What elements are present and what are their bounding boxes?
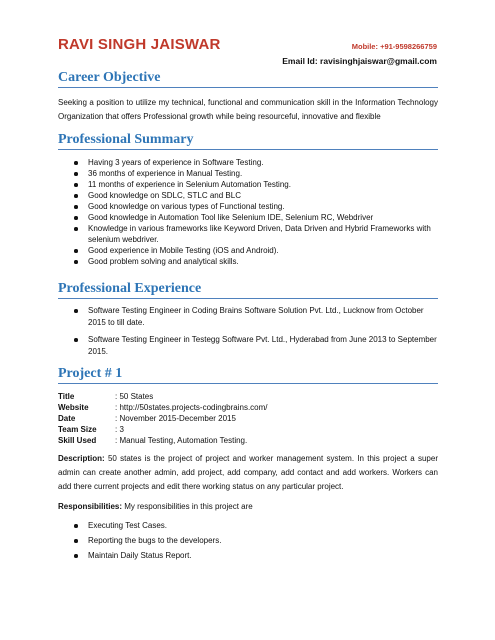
project-field-row: Skill Used : Manual Testing, Automation Testing. [58, 436, 248, 445]
list-item: Good knowledge in Automation Tool like Selenium IDE, Selenium RC, Webdriver [58, 212, 438, 223]
list-item: Maintain Daily Status Report. [58, 550, 438, 561]
bullet-icon [74, 205, 78, 209]
list-item: Reporting the bugs to the developers. [58, 535, 438, 546]
bullet-icon [74, 161, 78, 165]
professional-experience-heading: Professional Experience [58, 281, 438, 299]
professional-summary-heading: Professional Summary [58, 132, 438, 150]
experience-list [58, 305, 438, 363]
list-item: Good experience in Mobile Testing (iOS and Android). [58, 245, 438, 256]
project-responsibilities-intro: Responsibilities: My responsibilities in this project are [58, 502, 253, 511]
contact-block [282, 40, 437, 68]
project-description: Description: 50 states is the project of project and worker management system. In this project a super admin can create another admin, add project, add company, add contact and add workers. Workers can add there current projects and edit there working status on any particular project. [58, 454, 438, 491]
project-details [58, 391, 438, 446]
list-item: Knowledge in various frameworks like Keyword Driven, Data Driven and Hybrid Frameworks with selenium webdriver. [58, 223, 438, 245]
candidate-name: RAVI SINGH JAISWAR [58, 36, 221, 53]
bullet-icon [74, 249, 78, 253]
bullet-icon [74, 554, 78, 558]
list-item: Good problem solving and analytical skills. [58, 256, 438, 267]
summary-list [58, 157, 438, 267]
bullet-icon [74, 183, 78, 187]
project-field-row: Website : http://50states.projects-codingbrains.com/ [58, 403, 268, 412]
project-field-row: Date : November 2015-December 2015 [58, 414, 236, 423]
bullet-icon [74, 260, 78, 264]
bullet-icon [74, 309, 78, 313]
bullet-icon [74, 539, 78, 543]
bullet-icon [74, 227, 78, 231]
career-objective-text: Seeking a position to utilize my technical, functional and communication skill in the Information Technology Organization that offers Professional growth while being resourceful, innovative and flexible [58, 98, 438, 121]
list-item: 36 months of experience in Manual Testing. [58, 168, 438, 179]
list-item: 11 months of experience in Selenium Automation Testing. [58, 179, 438, 190]
list-item: Good knowledge on SDLC, STLC and BLC [58, 190, 438, 201]
bullet-icon [74, 194, 78, 198]
bullet-icon [74, 172, 78, 176]
email-address: Email Id: ravisinghjaiswar@gmail.com [282, 56, 437, 66]
bullet-icon [74, 216, 78, 220]
bullet-icon [74, 524, 78, 528]
list-item: Software Testing Engineer in Testegg Software Pvt. Ltd., Hyderabad from June 2013 to September 2015. [58, 334, 438, 358]
responsibilities-list [58, 520, 438, 565]
list-item: Good knowledge on various types of Functional testing. [58, 201, 438, 212]
list-item: Having 3 years of experience in Software Testing. [58, 157, 438, 168]
bullet-icon [74, 338, 78, 342]
list-item: Executing Test Cases. [58, 520, 438, 531]
project-1-heading: Project # 1 [58, 366, 438, 384]
project-field-row: Team Size : 3 [58, 425, 124, 434]
career-objective-heading: Career Objective [58, 70, 438, 88]
list-item: Software Testing Engineer in Coding Brains Software Solution Pvt. Ltd., Lucknow from October 2015 to till date. [58, 305, 438, 329]
mobile-number: Mobile: +91-9598266759 [351, 42, 437, 51]
project-field-row: Title : 50 States [58, 392, 154, 401]
